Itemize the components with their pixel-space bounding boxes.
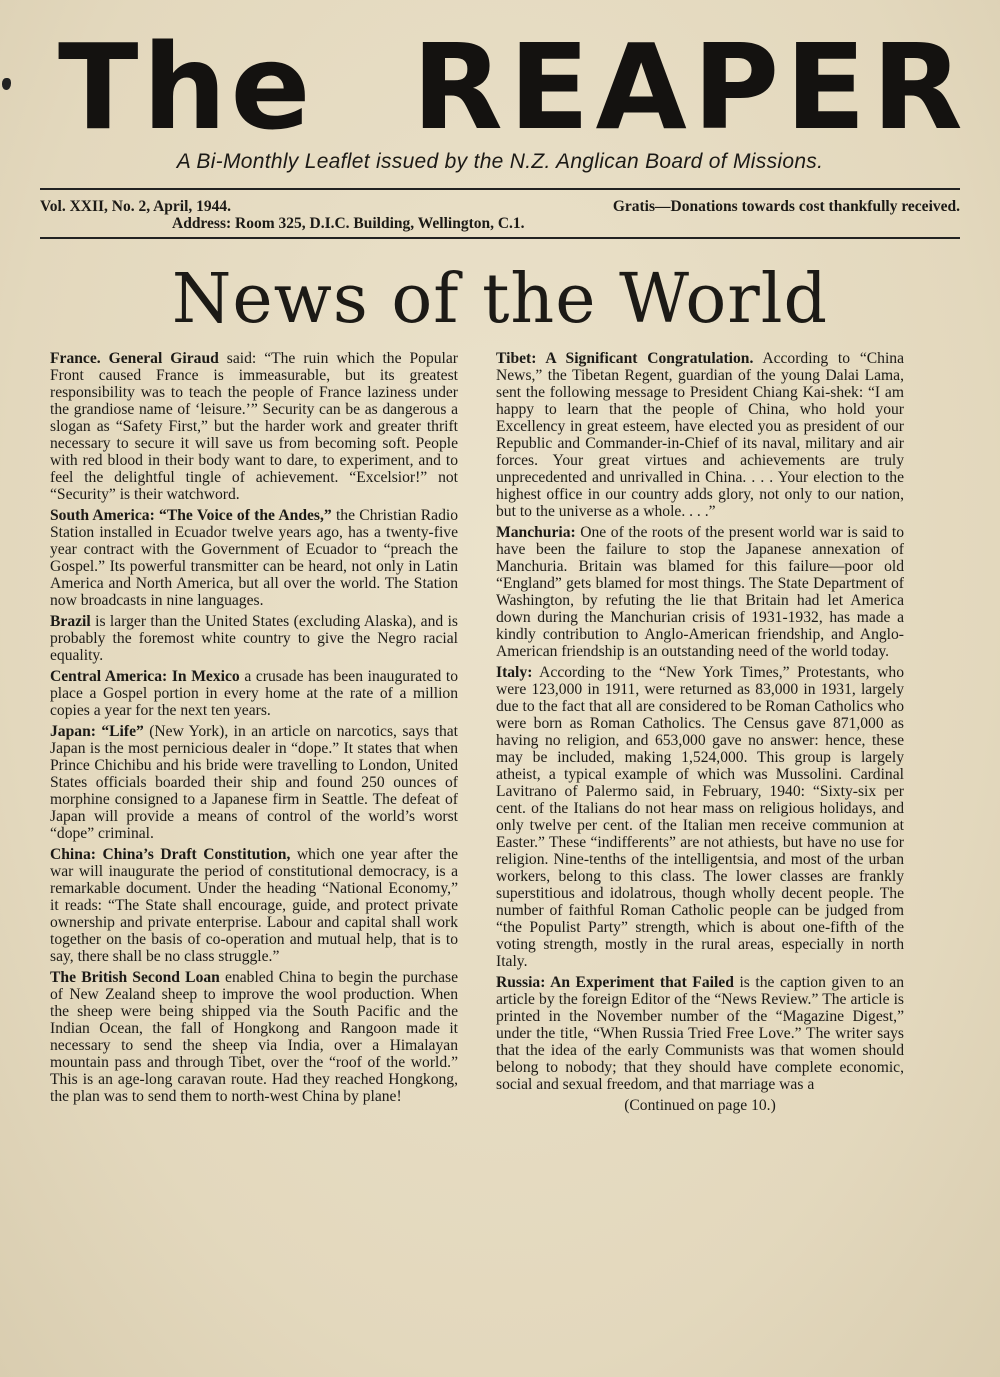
gratis-label: Gratis—Donations towards cost thankfully received. [612,198,960,215]
article-body: According to “China News,” the Tibetan Regent, guardian of the young Dalai Lama, sent the following message to President Chiang Kai-shek: “I am happy to learn that the people of China, who hold your Excellency in great esteem, have elected you as president of our Republic and Commander-in-Chief of its naval, military and air forces. Your great virtues and achievements are truly unprecedented and unrivalled in China. . . . Your election to the highest office in our country adds glory, not only to our nation, but to the universe as a whole. . . .” [496,350,905,520]
article-body: enabled China to begin the purchase of New Zealand sheep to improve the wool production. When the sheep were being shipped via the South Pacific and the Indian Ocean, the fall of Hongkong and Rangoon made it necessary to send the sheep via India, over a Himalayan mountain pass and through Tibet, over the “roof of the world.” This is an age-long caravan route. Had they reached Hongkong, the plan was to send them to north-west China by plane! [50,969,459,1105]
article-lead: Russia: An Experiment that Failed [496,974,734,991]
article-british-loan [50,969,458,1105]
article-lead: Italy: [496,664,533,681]
article-lead: Brazil [50,613,91,630]
article-manchuria [496,524,904,660]
article-tibet [496,350,904,520]
article-lead: China: China’s Draft Constitution, [50,846,291,863]
article-body: the Christian Radio Station installed in Ecuador twelve years ago, has a twenty-five year contract with the Government of Ecuador to “preach the Gospel.” Its powerful transmitter can be heard, not only in Latin America and North America, but all over the world. The Station now broadcasts in nine languages. [50,507,458,609]
article-russia [496,974,904,1093]
article-lead: The British Second Loan [50,969,220,986]
article-central-america [50,668,458,719]
article-japan [50,723,458,842]
article-lead: Japan: “Life” [50,723,144,740]
article-body: One of the roots of the present world war is said to have been the failure to stop the Japanese annexation of Manchuria. Britain was blamed for this failure—poor old “England” gets blamed for most things. The State Department of Washington, by refuting the lie that Britain had let America down during the Manchurian crisis of 1931-1932, has made a kindly contribution to Anglo-American friendship, and Anglo-American friendship is an outstanding need of the world today. [496,524,904,660]
article-body: According to the “New York Times,” Protestants, who were 123,000 in 1911, were returned as 83,000 in 1931, largely due to the fact that all are considered to be Roman Catholics who were born as Roman Catholics. The Census gave 871,000 as having no religion, and 653,000 gave no answer: hence, these may be included, making 1,524,000. This group is largely atheist, a typical example of which was Mussolini. Cardinal Lavitrano of Palermo said, in February, 1940: “Sixty-six per cent. of the Italians do not hear mass on religious holidays, and only twelve per cent. of the Italian men receive communion at Easter.” These “indifferents” are not athiests, but have no use for religion. Nine-tenths of the intelligentsia, and most of the urban workers, belong to this class. The lower classes are frankly superstitious and idolatrous, though wholly decent people. The number of faithful Roman Catholic people can be judged from “the Populist Party” strength, which is about one-fifth of the voting strength, mostly in the rural areas, especially in north Italy. [496,664,904,970]
article-south-america [50,507,458,609]
article-lead: South America: “The Voice of the Andes,” [50,507,332,524]
article-lead: France. General Giraud [50,350,219,367]
article-brazil [50,613,458,664]
masthead [30,18,970,156]
ink-speck [2,78,11,90]
article-lead: Manchuria: [496,524,576,541]
article-body: a crusade has been inaugurated to place a Gospel portion in every home at the rate of a million copies a year for the next ten years. [50,668,458,719]
bottom-rule [40,237,960,239]
article-lead: Tibet: A Significant Congratulation. [496,350,754,367]
article-body: (New York), in an article on narcotics, says that Japan is the most pernicious dealer in “dope.” It states that when Prince Chichibu and his bride were travelling to London, United States officials boarded their ship and found 250 ounces of morphine consigned to a Japanese firm in Seattle. The defeat of Japan will provide a means of control of the world’s worst “dope” criminal. [50,723,458,842]
article-body: is the caption given to an article by the foreign Editor of the “News Review.” The article is printed in the November number of the “Magazine Digest,” under the title, “When Russia Tried Free Love.” The writer says that the idea of the early Communists was that women should belong to nobody; that they should have complete economic, social and sexual freedom, and that marriage was a [496,974,905,1093]
address-label: Address: Room 325, D.I.C. Building, Wellington, C.1. [172,215,525,232]
masthead-reaper: REAPER [412,18,969,156]
article-france [50,350,458,503]
top-rule [40,188,960,190]
subtitle: A Bi-Monthly Leaflet issued by the N.Z. Anglican Board of Missions. [176,150,824,173]
article-body: said: “The ruin which the Popular Front caused France is immeasurable, but its greatest responsibility was to teach the people of France laziness under the grandiose name of ‘leisure.’” Security can be as dangerous a slogan as “Safety First,” but the harder work and greater thrift necessary to secure it will save us from becoming soft. People with red blood in their body want to dare, to experiment, and to feel the delightful tingle of achievement. “Excelsior!” not “Security” is their watchword. [50,350,458,503]
article-italy [496,664,904,970]
right-column [496,350,904,1114]
article-lead: Central America: In Mexico [50,668,240,685]
article-china [50,846,458,965]
article-body: which one year after the war will inaugurate the period of constitutional democracy, is a remarkable document. Under the heading “National Economy,” it reads: “The State shall encourage, guide, and protect private ownership and private enterprise. Labour and capital shall work together on the basis of co-operation and mutual help, that is to say, there shall be no class struggle.” [50,846,458,965]
headline: News of the World [171,260,829,339]
continued-note: (Continued on page 10.) [624,1097,776,1114]
volume-label: Vol. XXII, No. 2, April, 1944. [40,198,232,215]
left-column [50,350,458,1109]
masthead-the: The [58,18,315,156]
article-body: is larger than the United States (excluding Alaska), and is probably the foremost white country to give the Negro racial equality. [50,613,458,664]
